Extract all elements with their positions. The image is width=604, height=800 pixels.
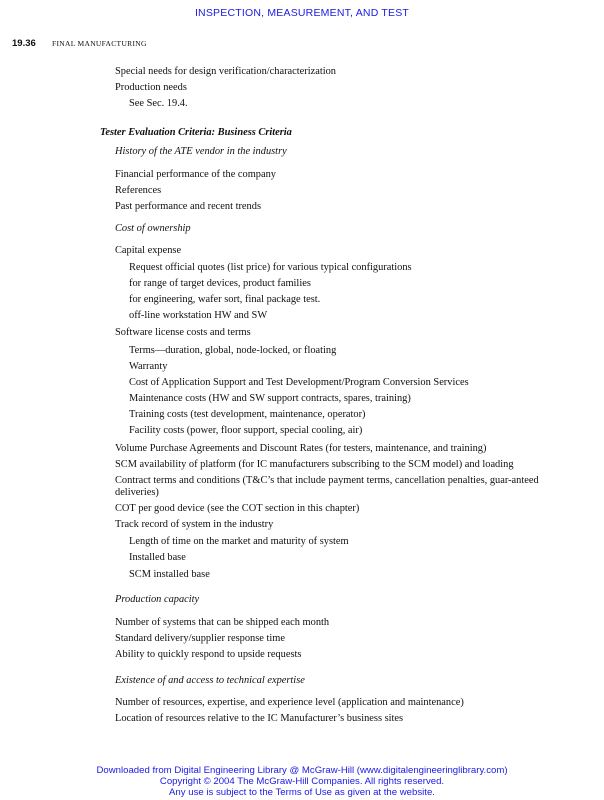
footer-copyright: Copyright © 2004 The McGraw-Hill Companies. All rights reserved. (159, 776, 445, 787)
body-line: Maintenance costs (HW and SW support contracts, spares, training) (129, 393, 411, 404)
body-line: Production needs (115, 82, 187, 93)
body-line: Training costs (test development, maintenance, operator) (129, 409, 366, 420)
subheading: Existence of and access to technical expertise (115, 675, 305, 686)
body-line: COT per good device (see the COT section in this chapter) (115, 503, 360, 514)
body-line: Location of resources relative to the IC Manufacturer’s business sites (115, 713, 404, 724)
body-line: SCM installed base (129, 569, 210, 580)
body-line: Volume Purchase Agreements and Discount Rates (for testers, maintenance, and training) (115, 443, 487, 454)
chapter-banner: INSPECTION, MEASUREMENT, AND TEST (194, 7, 410, 19)
body-line: Number of resources, expertise, and experience level (application and maintenance) (115, 697, 464, 708)
section-title: FINAL MANUFACTURING (52, 39, 147, 48)
subheading: Cost of ownership (115, 223, 191, 234)
page-number: 19.36 (12, 38, 36, 49)
body-line: for range of target devices, product families (129, 278, 311, 289)
body-line: Installed base (129, 552, 186, 563)
body-line: Software license costs and terms (115, 327, 251, 338)
body-line: Length of time on the market and maturity of system (129, 536, 349, 547)
running-head (12, 38, 147, 49)
body-line: for engineering, wafer sort, final package test. (129, 294, 321, 305)
body-line: Terms—duration, global, node-locked, or floating (129, 345, 337, 356)
footer-terms-link[interactable]: Any use is subject to the Terms of Use as given at the website. (169, 787, 435, 798)
body-line-wrapped: Contract terms and conditions (T&C’s that include payment terms, cancellation penalties, guar-anteed deliveries) (115, 475, 539, 498)
body-line: Warranty (129, 361, 168, 372)
body-line: Number of systems that can be shipped each month (115, 617, 330, 628)
footer-download-link[interactable]: Downloaded from Digital Engineering Library @ McGraw-Hill (www.digitalengineeringlibrary.com) (96, 765, 508, 776)
body-line: See Sec. 19.4. (129, 98, 188, 109)
body-line: Ability to quickly respond to upside requests (115, 649, 302, 660)
subheading: Production capacity (115, 594, 200, 605)
body-line: Cost of Application Support and Test Development/Program Conversion Services (129, 377, 469, 388)
body-line: Special needs for design verification/characterization (115, 66, 336, 77)
subheading: History of the ATE vendor in the industry (115, 146, 287, 157)
body-line: Standard delivery/supplier response time (115, 633, 285, 644)
body-line: Capital expense (115, 245, 182, 256)
body-line: SCM availability of platform (for IC manufacturers subscribing to the SCM model) and loading (115, 459, 514, 470)
body-line: Past performance and recent trends (115, 201, 261, 212)
body-line: Track record of system in the industry (115, 519, 274, 530)
body-line: off-line workstation HW and SW (129, 310, 268, 321)
body-line: Request official quotes (list price) for various typical configurations (129, 262, 412, 273)
body-line: Financial performance of the company (115, 169, 276, 180)
section-heading: Tester Evaluation Criteria: Business Criteria (100, 127, 292, 138)
body-line: Facility costs (power, floor support, special cooling, air) (129, 425, 363, 436)
body-line: References (115, 185, 162, 196)
